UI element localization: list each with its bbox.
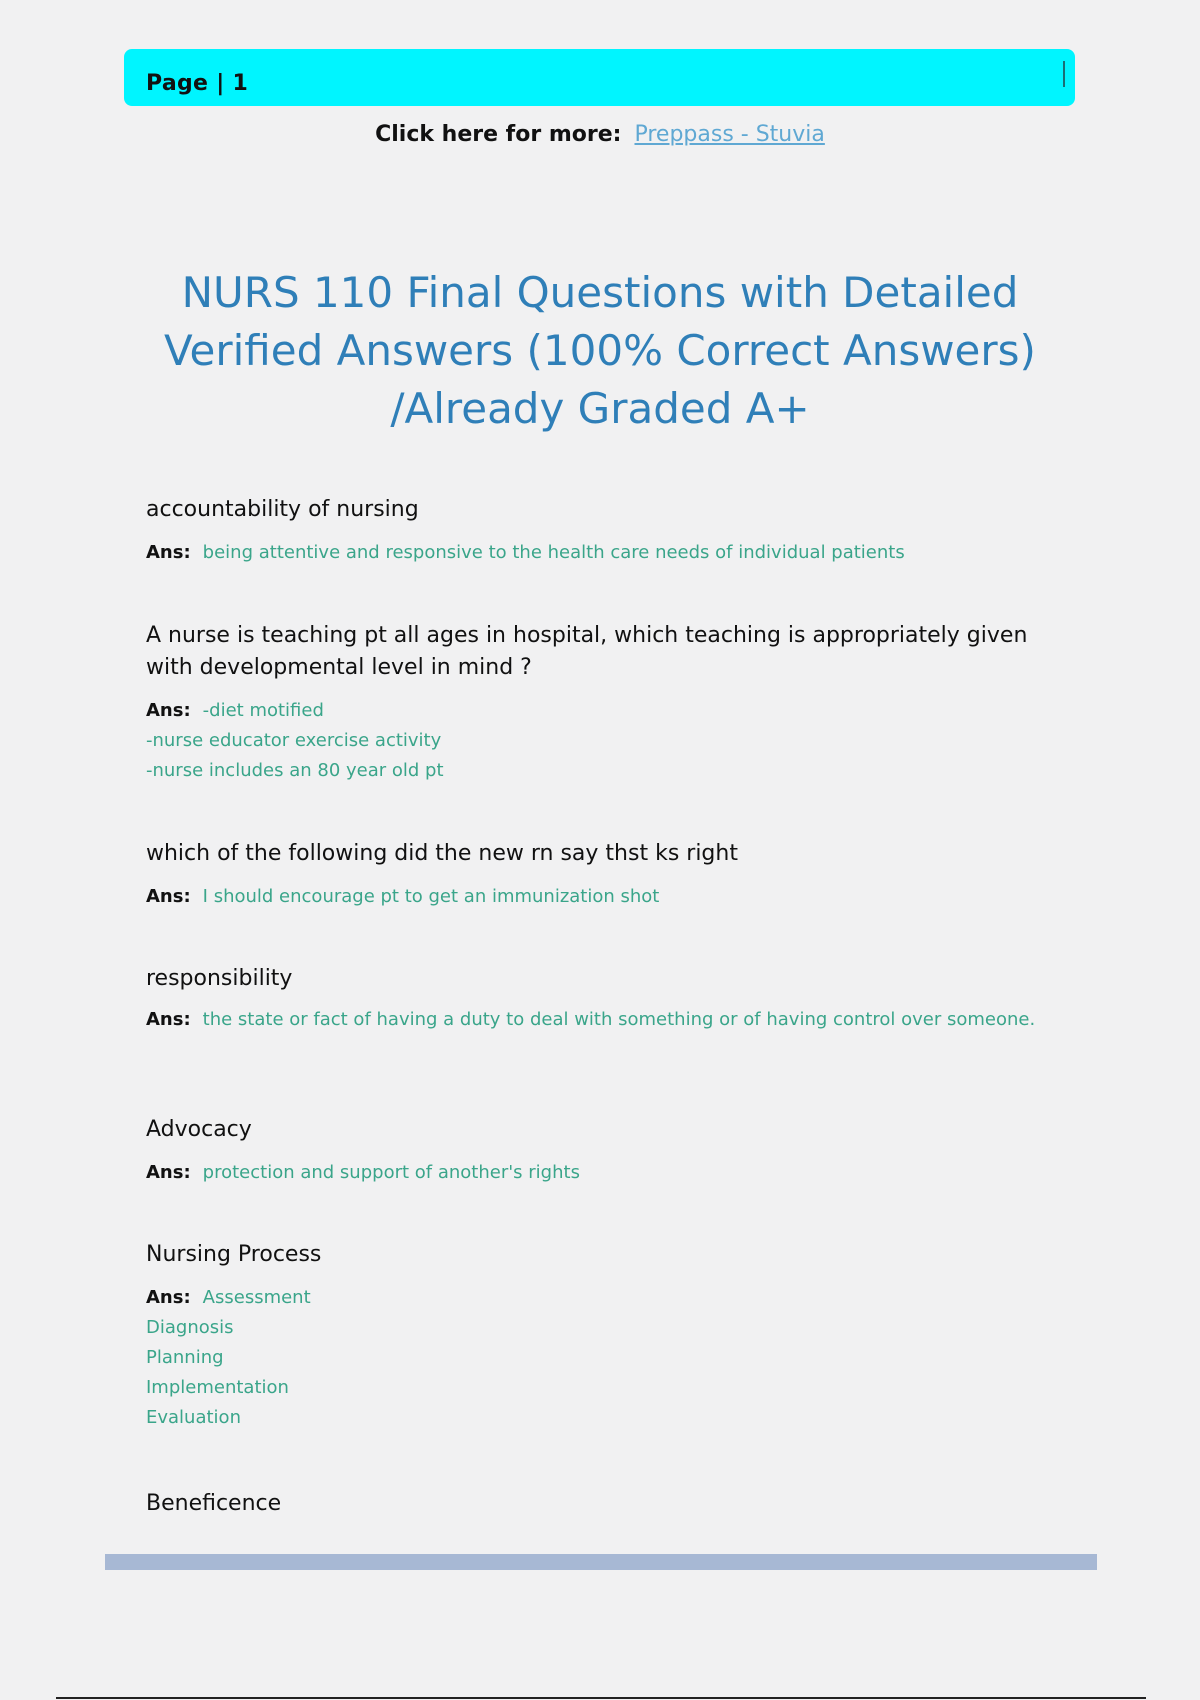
answer-line: protection and support of another's rights [202,1162,580,1183]
preppass-stuvia-link[interactable]: Preppass - Stuvia [634,122,825,147]
qa-item [146,1239,1066,1433]
answer-line: Implementation [146,1377,289,1398]
answer-line: I should encourage pt to get an immunization shot [202,886,660,907]
title-line-1: NURS 110 Final Questions with Detailed [181,268,1019,317]
ans-label: Ans: [146,700,191,721]
page-bottom-rule [56,1697,1146,1699]
qa-item [146,1114,1066,1188]
answer-line: the state or fact of having a duty to deal with something or of having control over someone. [202,1009,1036,1030]
answer-line: Diagnosis [146,1317,234,1338]
answer-block [146,882,1066,912]
page-header-bar [124,49,1075,106]
answer-block [146,1283,1066,1433]
question-text: which of the following did the new rn say thst ks right [146,841,738,866]
qa-item [146,494,1066,568]
answer-block [146,538,1066,568]
ans-label: Ans: [146,886,191,907]
question-text: accountability of nursing [146,497,419,522]
ans-label: Ans: [146,1162,191,1183]
answer-line: being attentive and responsive to the health care needs of individual patients [202,542,905,563]
page-number-label: Page | 1 [146,71,249,96]
title-line-2: Verified Answers (100% Correct Answers) [164,326,1036,375]
qa-item [146,620,1066,786]
answer-block [146,1007,1066,1033]
header-divider [1063,61,1065,87]
qa-item [146,1488,1066,1520]
title-line-3: /Already Graded A+ [390,384,810,433]
question-text: Beneficence [146,1491,282,1516]
answer-block [146,1158,1066,1188]
more-link-line [0,122,1200,147]
qa-item [146,963,1066,1033]
answer-line: Assessment [202,1287,311,1308]
more-prefix-text: Click here for more: [375,122,622,147]
question-text: Advocacy [146,1117,252,1142]
answer-line: -diet motified [202,700,324,721]
answer-line: -nurse includes an 80 year old pt [146,760,444,781]
question-text: responsibility [146,966,293,991]
document-title [130,264,1070,438]
answer-block [146,696,1066,786]
ans-label: Ans: [146,1287,191,1308]
ans-label: Ans: [146,1009,191,1030]
answer-line: -nurse educator exercise activity [146,730,442,751]
footer-band [105,1554,1097,1570]
answer-line: Planning [146,1347,224,1368]
question-text: A nurse is teaching pt all ages in hospital, which teaching is appropriately given with developmental level in mind ? [146,623,1028,680]
question-text: Nursing Process [146,1242,322,1267]
answer-line: Evaluation [146,1407,241,1428]
qa-item [146,838,1066,912]
ans-label: Ans: [146,542,191,563]
